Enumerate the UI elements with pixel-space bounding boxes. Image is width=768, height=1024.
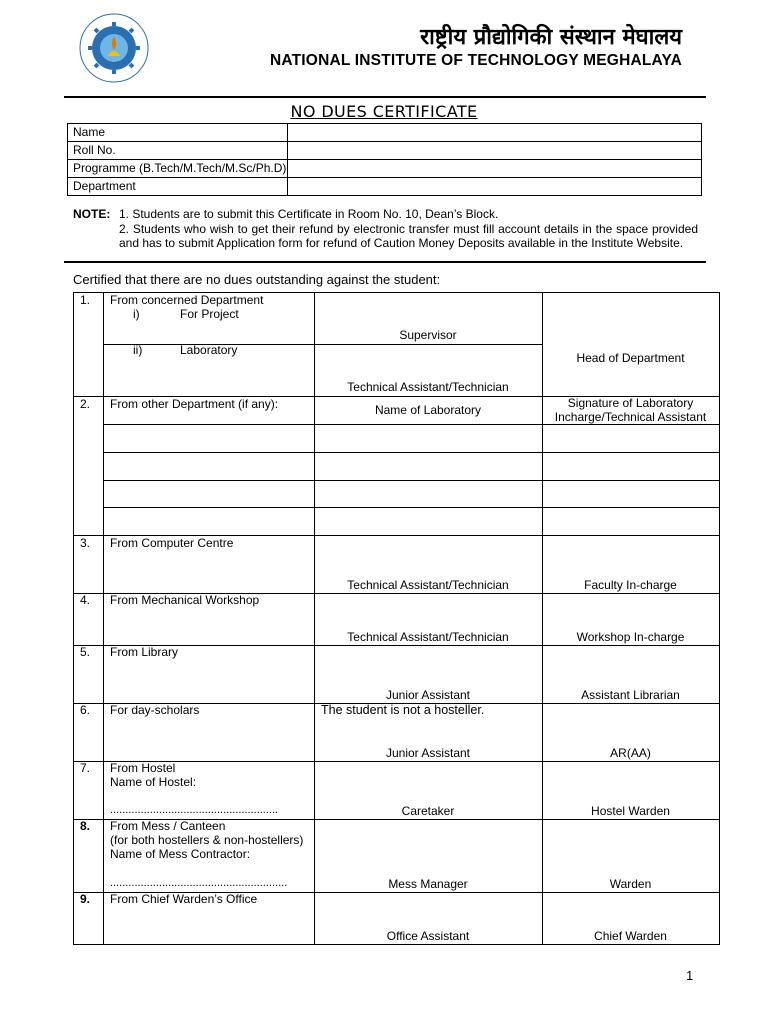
fill-in-line[interactable]: ....................................................... xyxy=(110,804,279,816)
signatory-supervisor: Supervisor xyxy=(399,328,457,342)
signatory: Hostel Warden xyxy=(591,804,670,818)
fill-in-line[interactable]: .......................................................... xyxy=(110,877,288,889)
column-header-lab-name: Name of Laboratory xyxy=(374,403,482,417)
field-label-name: Name xyxy=(68,124,288,142)
clearance-table xyxy=(73,292,720,945)
row-label: From Mess / Canteen xyxy=(110,819,226,833)
row-sublabel: Name of Hostel: xyxy=(110,775,197,789)
sub-item-number: i) xyxy=(133,307,140,321)
row-number: 2. xyxy=(80,397,91,411)
signatory: Junior Assistant xyxy=(385,746,471,760)
row-number: 6. xyxy=(80,703,91,717)
row-label: From Mechanical Workshop xyxy=(110,593,260,607)
row-label: From other Department (if any): xyxy=(110,397,279,411)
signatory: Mess Manager xyxy=(388,877,468,891)
row-label: From Library xyxy=(110,645,179,659)
row-number: 3. xyxy=(80,536,91,550)
field-value-roll-no[interactable] xyxy=(288,142,702,160)
institute-seal-icon xyxy=(74,12,154,84)
signatory-technician: Technical Assistant/Technician xyxy=(347,380,509,394)
day-scholar-note: The student is not a hosteller. xyxy=(321,703,485,717)
page-number: 1 xyxy=(686,968,694,983)
row-label: From Computer Centre xyxy=(110,536,234,550)
row-number: 4. xyxy=(80,593,91,607)
signatory-hod: Head of Department xyxy=(576,351,685,365)
signatory: Chief Warden xyxy=(594,929,667,943)
row-label: For day-scholars xyxy=(110,703,200,717)
row-number: 1. xyxy=(80,293,91,307)
signatory: Workshop In-charge xyxy=(576,630,685,644)
field-label-roll-no: Roll No. xyxy=(68,142,288,160)
signatory: Assistant Librarian xyxy=(581,688,680,702)
signatory: Caretaker xyxy=(401,804,455,818)
sub-item-label: Laboratory xyxy=(180,343,238,357)
row-label: From Chief Warden’s Office xyxy=(110,892,258,906)
column-header-signature-2: Incharge/Technical Assistant xyxy=(554,410,707,424)
document-title: NO DUES CERTIFICATE xyxy=(290,102,478,121)
row-number: 9. xyxy=(80,892,91,906)
field-value-department[interactable] xyxy=(288,178,702,196)
row-number: 7. xyxy=(80,761,91,775)
note-block xyxy=(73,207,698,251)
signatory: Faculty In-charge xyxy=(584,578,677,592)
row-label: From Hostel xyxy=(110,761,176,775)
sub-item-label: For Project xyxy=(180,307,239,321)
signatory: Technical Assistant/Technician xyxy=(347,578,509,592)
signatory: Junior Assistant xyxy=(385,688,471,702)
field-value-name[interactable] xyxy=(288,124,702,142)
institute-name-hindi: राष्ट्रीय प्रौद्योगिकी संस्थान मेघालय xyxy=(420,25,682,50)
row-sublabel: Name of Mess Contractor: xyxy=(110,847,251,861)
row-label: From concerned Department xyxy=(110,293,264,307)
signatory: AR(AA) xyxy=(610,746,651,760)
field-label-department: Department xyxy=(68,178,288,196)
row-number: 5. xyxy=(80,645,91,659)
note-divider xyxy=(64,261,706,263)
signatory: Warden xyxy=(609,877,652,891)
certified-statement: Certified that there are no dues outstanding against the student: xyxy=(73,272,441,287)
institute-name-english: NATIONAL INSTITUTE OF TECHNOLOGY MEGHALAYA xyxy=(270,52,682,69)
column-header-signature: Signature of Laboratory xyxy=(567,396,694,410)
signatory: Office Assistant xyxy=(386,929,470,943)
student-info-table xyxy=(67,123,702,196)
signatory: Technical Assistant/Technician xyxy=(347,630,509,644)
note-label: NOTE: xyxy=(73,207,111,221)
header-divider xyxy=(64,96,706,98)
note-line-2: 2. Students who wish to get their refund by electronic transfer must fill account details in the space provided and has to submit Application form for refund of Caution Money Deposits available in the Institute Website. xyxy=(119,221,698,250)
row-number: 8. xyxy=(80,819,91,833)
note-line-1: 1. Students are to submit this Certificate in Room No. 10, Dean’s Block. xyxy=(119,207,499,221)
field-label-programme: Programme (B.Tech/M.Tech/M.Sc/Ph.D) xyxy=(68,160,288,178)
row-sublabel: (for both hostellers & non-hostellers) xyxy=(110,833,304,847)
sub-item-number: ii) xyxy=(133,343,143,357)
field-value-programme[interactable] xyxy=(288,160,702,178)
